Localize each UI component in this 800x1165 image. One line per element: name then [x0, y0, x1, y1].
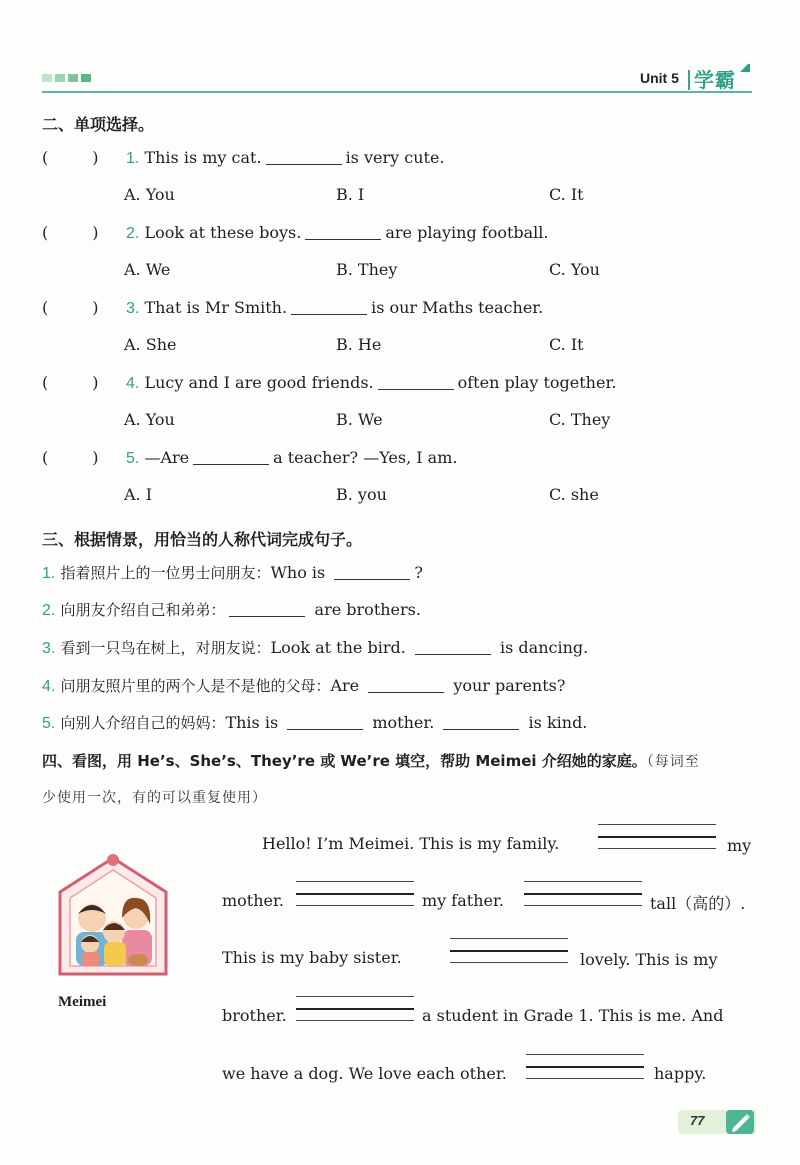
item-number: 1.	[42, 565, 56, 582]
para-line2-mid: my father.	[422, 891, 504, 910]
option-b[interactable]: B. you	[336, 485, 387, 504]
answer-blank[interactable]	[266, 149, 342, 165]
paren-close: )	[92, 148, 99, 167]
option-c[interactable]: C. It	[549, 185, 584, 204]
option-b[interactable]: B. We	[336, 410, 383, 429]
question-text: is our Maths teacher.	[371, 298, 544, 317]
option-c[interactable]: C. You	[549, 260, 600, 279]
item-text: ?	[414, 563, 423, 582]
question-number: 4.	[126, 375, 140, 392]
answer-blank[interactable]	[291, 299, 367, 315]
question-text: is very cute.	[345, 148, 445, 167]
item-text: mother.	[372, 713, 435, 732]
paren-close: )	[92, 223, 99, 242]
question-number: 2.	[126, 225, 140, 242]
option-a[interactable]: A. She	[124, 335, 177, 354]
section3-item-5	[42, 712, 587, 733]
para-line1-end: my	[727, 836, 752, 855]
item-chinese-prompt: 向别人介绍自己的妈妈：	[60, 714, 226, 732]
question-2	[42, 223, 549, 243]
answer-blank[interactable]	[305, 224, 381, 240]
para-line5-text: we have a dog. We love each other.	[222, 1064, 507, 1083]
answer-parentheses[interactable]	[42, 298, 126, 317]
answer-blank[interactable]	[229, 601, 305, 617]
section3-item-1	[42, 562, 423, 583]
para-line2-text: mother.	[222, 891, 284, 910]
answer-blank[interactable]	[415, 639, 491, 655]
item-text: Who is	[270, 563, 326, 582]
question-text: Lucy and I are good friends.	[144, 373, 374, 392]
paren-open: (	[42, 373, 49, 392]
paren-open: (	[42, 148, 49, 167]
section3-item-2	[42, 599, 421, 620]
para-line2-end: tall（高的）.	[650, 894, 746, 913]
option-b[interactable]: B. He	[336, 335, 382, 354]
header-rule	[42, 91, 752, 93]
para-line1-text: Hello! I’m Meimei. This is my family.	[262, 834, 560, 853]
para-line3-text: This is my baby sister.	[222, 948, 402, 967]
section3-item-4	[42, 675, 565, 696]
graduation-cap-icon	[740, 62, 750, 72]
decor-square	[68, 74, 78, 82]
answer-blank[interactable]	[287, 714, 363, 730]
item-text: This is	[225, 713, 279, 732]
decor-square	[55, 74, 65, 82]
answer-blank[interactable]	[443, 714, 519, 730]
unit-label: Unit 5	[640, 70, 679, 86]
answer-parentheses[interactable]	[42, 448, 126, 467]
item-chinese-prompt: 问朋友照片里的两个人是不是他的父母：	[60, 677, 331, 695]
answer-blank[interactable]	[378, 374, 454, 390]
answer-blank[interactable]	[526, 1054, 644, 1080]
answer-blank[interactable]	[296, 996, 414, 1022]
question-text: That is Mr Smith.	[144, 298, 288, 317]
answer-blank[interactable]	[598, 824, 716, 850]
answer-blank[interactable]	[524, 881, 642, 907]
section4-note-cont: 少使用一次，有的可以重复使用）	[42, 790, 267, 806]
header-decor-squares	[42, 74, 91, 82]
answer-blank[interactable]	[334, 564, 410, 580]
item-text: Are	[330, 676, 360, 695]
paren-close: )	[92, 448, 99, 467]
brand-logo: 学霸	[694, 68, 736, 92]
question-text: a teacher? —Yes, I am.	[273, 448, 458, 467]
answer-blank[interactable]	[450, 938, 568, 964]
paren-open: (	[42, 223, 49, 242]
item-chinese-prompt: 向朋友介绍自己和弟弟：	[60, 601, 226, 619]
question-text: often play together.	[457, 373, 617, 392]
option-c[interactable]: C. They	[549, 410, 611, 429]
item-text: Look at the bird.	[270, 638, 406, 657]
paren-open: (	[42, 448, 49, 467]
item-number: 5.	[42, 715, 56, 732]
item-number: 4.	[42, 678, 56, 695]
answer-parentheses[interactable]	[42, 223, 126, 242]
para-line4-text: brother.	[222, 1006, 287, 1025]
section4-title-text: 四、看图，用 He’s、She’s、They’re 或 We’re 填空，帮助 Meimei 介绍她的家庭。	[42, 752, 647, 770]
answer-parentheses[interactable]	[42, 148, 126, 167]
item-text: is kind.	[528, 713, 588, 732]
paren-close: )	[92, 373, 99, 392]
header-separator	[688, 70, 690, 90]
section2-title: 二、单项选择。	[42, 115, 155, 134]
question-3	[42, 298, 543, 318]
family-picture	[52, 852, 174, 977]
section4-title	[42, 750, 700, 771]
option-a[interactable]: A. We	[124, 260, 171, 279]
page-number: 77	[690, 1113, 705, 1128]
answer-blank[interactable]	[368, 677, 444, 693]
pencil-icon	[726, 1110, 754, 1134]
option-a[interactable]: A. You	[124, 410, 175, 429]
option-b[interactable]: B. They	[336, 260, 398, 279]
question-4	[42, 373, 616, 393]
question-text: —Are	[144, 448, 190, 467]
item-text: your parents?	[453, 676, 566, 695]
question-1	[42, 148, 445, 168]
question-number: 5.	[126, 450, 140, 467]
para-line4-end: a student in Grade 1. This is me. And	[422, 1006, 724, 1025]
section3-item-3	[42, 637, 588, 658]
answer-blank[interactable]	[193, 449, 269, 465]
item-chinese-prompt: 看到一只鸟在树上，对朋友说：	[60, 639, 271, 657]
option-c[interactable]: C. It	[549, 335, 584, 354]
question-number: 3.	[126, 300, 140, 317]
answer-parentheses[interactable]	[42, 373, 126, 392]
option-c[interactable]: C. she	[549, 485, 599, 504]
item-text: is dancing.	[500, 638, 589, 657]
item-number: 3.	[42, 640, 56, 657]
question-text: This is my cat.	[144, 148, 262, 167]
section3-title: 三、根据情景，用恰当的人称代词完成句子。	[42, 530, 363, 549]
item-number: 2.	[42, 602, 56, 619]
decor-square	[42, 74, 52, 82]
option-a[interactable]: A. You	[124, 185, 175, 204]
question-text: Look at these boys.	[144, 223, 302, 242]
paren-close: )	[92, 298, 99, 317]
question-text: are playing football.	[385, 223, 549, 242]
answer-blank[interactable]	[296, 881, 414, 907]
decor-square	[81, 74, 91, 82]
para-line5-end: happy.	[654, 1064, 707, 1083]
option-b[interactable]: B. I	[336, 185, 365, 204]
section4-note: （每词至	[646, 754, 700, 770]
question-number: 1.	[126, 150, 140, 167]
paren-open: (	[42, 298, 49, 317]
question-5	[42, 448, 457, 468]
item-text: are brothers.	[314, 600, 421, 619]
para-line3-end: lovely. This is my	[580, 950, 718, 969]
option-a[interactable]: A. I	[124, 485, 153, 504]
picture-caption: Meimei	[58, 994, 107, 1010]
item-chinese-prompt: 指着照片上的一位男士问朋友：	[60, 564, 271, 582]
